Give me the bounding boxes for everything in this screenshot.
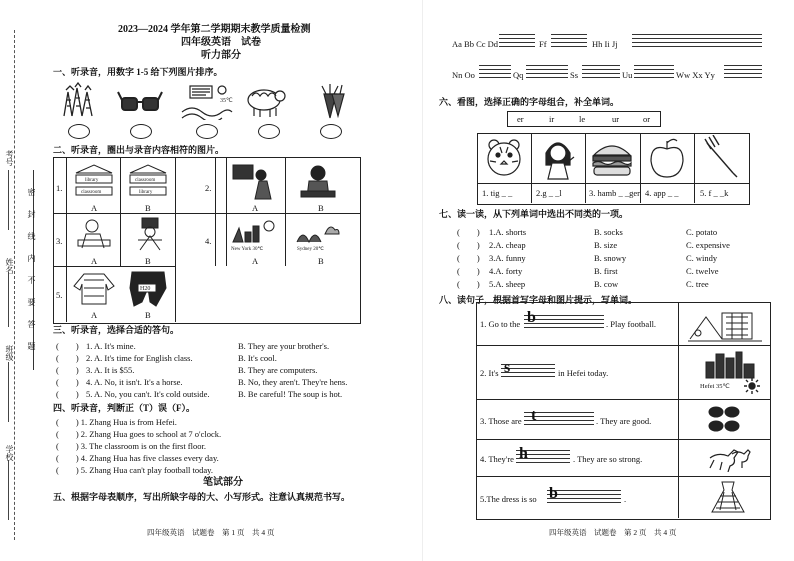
q2-num-1: 1. <box>56 183 63 193</box>
library-text: library <box>85 178 99 183</box>
page2-footer: 四年级英语 试题卷 第 2 页 共 4 页 <box>549 528 677 537</box>
q7-option-b-3: B. snowy <box>594 253 627 263</box>
classroom-text: classroom <box>81 190 102 195</box>
alpha-writing-lines-6[interactable] <box>582 65 620 81</box>
classroom-text-b: classroom <box>135 178 156 183</box>
q7-option-c-1: C. potato <box>686 227 718 237</box>
seal-text-2: 线 <box>27 232 36 240</box>
q7-option-a-5: 5.A. sheep <box>489 279 526 289</box>
q3-paren-5[interactable]: ( ) <box>56 389 79 399</box>
sweater-icon[interactable] <box>72 270 116 308</box>
answer-oval-3[interactable] <box>196 124 218 139</box>
q2-num-4: 4. <box>205 236 212 246</box>
q8-sentence-3-post: . They are good. <box>596 416 652 426</box>
library-text-b: library <box>139 190 153 195</box>
q3-paren-2[interactable]: ( ) <box>56 353 79 363</box>
q8-writing-lines-1[interactable] <box>524 315 604 331</box>
alpha-writing-lines-8[interactable] <box>724 65 762 81</box>
q8-letter-1: b <box>527 309 536 326</box>
seal-text-0: 密 <box>27 188 36 196</box>
q6-word-3[interactable]: 3. hamb _ _ger <box>589 188 640 198</box>
q2-1-label-b: B <box>145 203 151 213</box>
alpha-writing-lines-1[interactable] <box>499 34 535 50</box>
boy-reading-icon[interactable] <box>72 216 116 252</box>
tiger-icon <box>480 135 528 181</box>
q3-option-a-5: 5. A. No, you can't. It's cold outside. <box>86 389 210 399</box>
alpha-segment-4: Nn Oo <box>452 70 475 80</box>
q7-option-a-1: 1.A. shorts <box>489 227 527 237</box>
q7-option-c-5: C. tree <box>686 279 709 289</box>
q3-option-b-3: B. They are computers. <box>238 365 318 375</box>
page1-footer: 四年级英语 试题卷 第 1 页 共 4 页 <box>147 528 275 537</box>
writing-heading: 笔试部分 <box>203 477 243 488</box>
sydney-weather-icon[interactable] <box>293 216 345 252</box>
q3-option-a-4: 4. A. No, it isn't. It's a horse. <box>86 377 183 387</box>
q3-paren-4[interactable]: ( ) <box>56 377 79 387</box>
q3-heading: 三、听录音，选择合适的答句。 <box>53 325 180 335</box>
new-york-text: New York 30℃ <box>231 247 264 252</box>
q2-3-label-a: A <box>91 256 98 266</box>
q7-option-c-3: C. windy <box>686 253 718 263</box>
alpha-segment-8: Ww Xx Yy <box>676 70 715 80</box>
seal-text-6: 答 <box>27 320 36 328</box>
q2-num-2: 2. <box>205 183 212 193</box>
q7-option-a-2: 2.A. cheap <box>489 240 526 250</box>
q2-4-label-b: B <box>318 256 324 266</box>
q6-word-2[interactable]: 2.g _ _l <box>536 188 562 198</box>
q4-item-3[interactable]: ( ) 3. The classroom is on the first floor. <box>56 441 206 451</box>
girl-dancing-icon[interactable] <box>126 214 170 254</box>
q2-5-label-a: A <box>91 310 98 320</box>
sydney-text: Sydney 20℃ <box>297 247 324 252</box>
alpha-writing-lines-2[interactable] <box>551 34 587 50</box>
q2-num-3: 3. <box>56 236 63 246</box>
q7-heading: 七、读一读，从下列单词中选出不同类的一项。 <box>439 209 629 219</box>
q8-sentence-2-post: in Hefei today. <box>558 368 609 378</box>
alpha-segment-1: Aa Bb Cc Dd <box>452 39 499 49</box>
number-text: H20 <box>140 286 151 292</box>
sunglasses-icon <box>117 88 163 116</box>
q7-option-a-3: 3.A. funny <box>489 253 526 263</box>
q4-heading: 四、听录音，判断正（T）误（F）。 <box>53 403 196 413</box>
seal-text-4: 不 <box>27 276 36 284</box>
q2-2-label-b: B <box>318 203 324 213</box>
q8-sentence-4-pre: 4. They're <box>480 454 514 464</box>
q8-sentence-4-post: . They are so strong. <box>573 454 643 464</box>
binding-strip <box>0 0 50 561</box>
horses-icon <box>704 442 754 472</box>
q6-word-4[interactable]: 4. app _ _ <box>645 188 679 198</box>
seal-text-5: 要 <box>27 298 36 306</box>
q3-paren-1[interactable]: ( ) <box>56 341 79 351</box>
alpha-writing-lines-5[interactable] <box>526 65 568 81</box>
q3-paren-3[interactable]: ( ) <box>56 365 79 375</box>
q7-option-b-4: B. first <box>594 266 618 276</box>
q8-sentence-3-pre: 3. Those are <box>480 416 522 426</box>
q6-option-5: or <box>643 114 651 124</box>
q7-option-b-2: B. size <box>594 240 618 250</box>
q2-1-label-a: A <box>91 203 98 213</box>
q5-heading: 五、根据字母表顺序，写出所缺字母的大、小写形式。注意认真规范书写。 <box>53 492 351 502</box>
q2-5-label-b: B <box>145 310 151 320</box>
q2-4-label-a: A <box>252 256 259 266</box>
name-label: 姓名 <box>5 258 14 274</box>
svg-text:35℃: 35℃ <box>220 98 233 104</box>
hefei-skyline-icon <box>700 348 760 380</box>
class-label: 班级 <box>5 345 14 361</box>
q8-sentence-1-post: . Play football. <box>606 319 657 329</box>
q7-option-a-4: 4.A. forty <box>489 266 523 276</box>
q2-heading: 二、听录音，圈出与录音内容相符的图片。 <box>53 145 225 155</box>
q2-2-label-a: A <box>252 203 259 213</box>
q8-letter-2: s <box>504 359 511 376</box>
q4-item-5[interactable]: ( ) 5. Zhang Hua can't play football today. <box>56 465 214 475</box>
q8-sentence-2-pre: 2. It's <box>480 368 499 378</box>
q6-word-1[interactable]: 1. tig _ _ <box>482 188 513 198</box>
sheep-icon <box>244 84 286 118</box>
q7-paren-1[interactable]: ( ) <box>457 227 480 237</box>
q2-3-label-b: B <box>145 256 151 266</box>
sun-icon <box>744 378 760 394</box>
q3-option-b-4: B. No, they aren't. They're hens. <box>238 377 348 387</box>
exam-number-label: 考号 <box>5 150 14 166</box>
playground-icon <box>686 305 764 343</box>
alpha-writing-lines-3[interactable] <box>632 34 762 50</box>
q7-paren-2[interactable]: ( ) <box>457 240 480 250</box>
q6-heading: 六、看图，选择正确的字母组合，补全单词。 <box>439 97 620 107</box>
q7-option-c-4: C. twelve <box>686 266 719 276</box>
q8-letter-4: h <box>519 445 528 462</box>
q8-sentence-5-pre: 5.The dress is so <box>480 494 537 504</box>
classroom-library-sign-icon[interactable] <box>126 163 170 199</box>
trousers-icon[interactable] <box>126 268 170 310</box>
listening-heading: 听力部分 <box>201 50 241 61</box>
q7-paren-4[interactable]: ( ) <box>457 266 480 276</box>
q8-heading: 八、读句子，根据首写字母和图片提示，写单词。 <box>439 295 638 305</box>
q3-option-b-5: B. Be careful! The soup is hot. <box>238 389 343 399</box>
answer-oval-2[interactable] <box>130 124 152 139</box>
vegetables-icon <box>58 82 98 120</box>
seal-text-3: 内 <box>27 254 36 262</box>
seal-text-1: 封 <box>27 210 36 218</box>
q7-option-b-5: B. cow <box>594 279 619 289</box>
answer-oval-5[interactable] <box>320 124 342 139</box>
page1-subtitle: 四年级英语 试卷 <box>181 37 261 48</box>
q4-item-1[interactable]: ( ) 1. Zhang Hua is from Hefei. <box>56 417 177 427</box>
q7-option-c-2: C. expensive <box>686 240 730 250</box>
new-york-weather-icon[interactable] <box>229 216 281 252</box>
q8-letter-5: b <box>549 485 558 502</box>
q3-option-a-3: 3. A. It is $55. <box>86 365 135 375</box>
library-classroom-sign-icon[interactable] <box>72 163 116 199</box>
alpha-segment-5: Qq <box>513 70 524 80</box>
q6-word-5[interactable]: 5. f _ _k <box>700 188 729 198</box>
q8-sentence-1-pre: 1. Go to the <box>480 319 521 329</box>
seal-text-7: 题 <box>27 342 36 350</box>
q1-heading: 一、听录音，用数字 1-5 给下列图片排序。 <box>53 67 223 77</box>
tomatoes-icon <box>706 404 742 434</box>
apple-icon <box>643 135 691 181</box>
q8-sentence-5-post: . <box>624 494 627 504</box>
q7-paren-5[interactable]: ( ) <box>457 279 480 289</box>
carrots-icon <box>314 82 350 120</box>
weather-scene-icon <box>178 82 233 120</box>
answer-oval-1[interactable] <box>68 124 90 139</box>
q6-option-1: er <box>517 114 524 124</box>
dress-icon <box>708 480 748 514</box>
q6-option-3: le <box>579 114 586 124</box>
alpha-segment-6: Ss <box>570 70 579 80</box>
hamburger-icon <box>588 135 636 181</box>
q8-writing-lines-5[interactable] <box>547 490 621 506</box>
alpha-writing-lines-7[interactable] <box>634 65 674 81</box>
answer-oval-4[interactable] <box>258 124 280 139</box>
q3-option-a-2: 2. A. It's time for English class. <box>86 353 193 363</box>
q8-letter-3: t <box>531 407 537 424</box>
student-desk-icon[interactable] <box>293 161 343 201</box>
alpha-writing-lines-4[interactable] <box>479 65 511 81</box>
q6-option-2: ir <box>549 114 555 124</box>
alpha-segment-2: Ff <box>539 39 547 49</box>
page1-title: 2023—2024 学年第二学期期末教学质量检测 <box>118 24 311 35</box>
q3-option-a-1: 1. A. It's mine. <box>86 341 136 351</box>
school-label: 学校 <box>5 445 14 461</box>
alpha-segment-3: Hh Ii Jj <box>592 39 618 49</box>
q4-item-4[interactable]: ( ) 4. Zhang Hua has five classes every day. <box>56 453 219 463</box>
q3-option-b-2: B. It's cool. <box>238 353 277 363</box>
fork-icon <box>697 135 745 181</box>
q2-num-5: 5. <box>56 290 63 300</box>
hefei-weather-text: Hefei 35℃ <box>700 383 730 390</box>
q7-paren-3[interactable]: ( ) <box>457 253 480 263</box>
q6-option-4: ur <box>612 114 620 124</box>
girl-icon <box>534 135 582 181</box>
alpha-segment-7: Uu <box>622 70 633 80</box>
q7-option-b-1: B. socks <box>594 227 623 237</box>
teacher-board-icon[interactable] <box>229 161 281 201</box>
q4-item-2[interactable]: ( ) 2. Zhang Hua goes to school at 7 o'clock. <box>56 429 222 439</box>
q3-option-b-1: B. They are your brother's. <box>238 341 330 351</box>
